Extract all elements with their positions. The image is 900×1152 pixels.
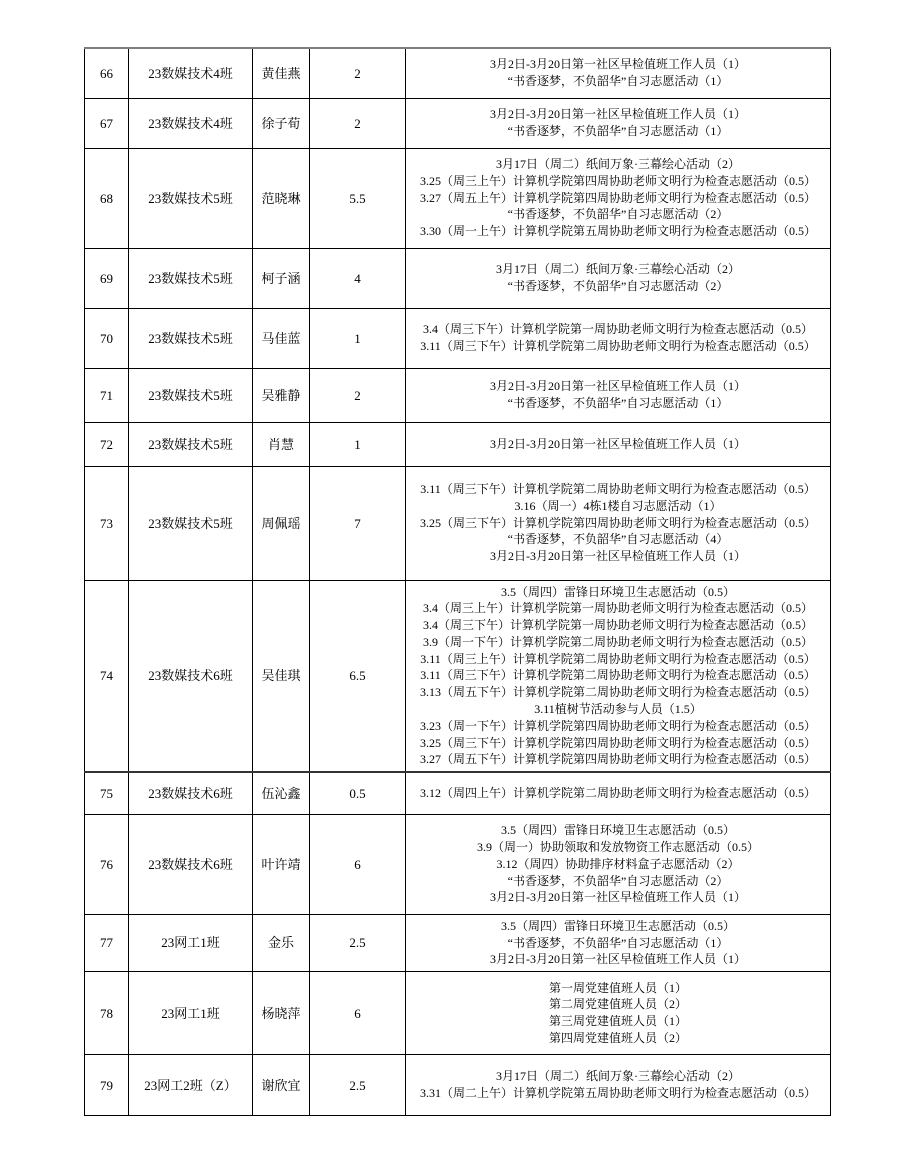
activities-cell xyxy=(406,1055,831,1116)
hours-cell: 2 xyxy=(310,98,406,148)
name-cell: 吴佳琪 xyxy=(253,580,310,772)
activities-cell xyxy=(406,148,831,248)
table-body xyxy=(85,48,831,1116)
activity-line: 3.12（周四）协助排序材料盒子志愿活动（2） xyxy=(496,856,740,871)
name-cell: 柯子涵 xyxy=(253,248,310,308)
activity-line: 3月17日（周二）纸间万象·三幕绘心活动（2） xyxy=(496,1069,740,1084)
table-row xyxy=(85,48,831,98)
class-cell: 23数媒技术4班 xyxy=(129,98,253,148)
hours-cell: 7 xyxy=(310,466,406,580)
activities-cell xyxy=(406,814,831,914)
activity-line: 3月2日-3月20日第一社区早检值班工作人员（1） xyxy=(490,549,746,564)
table-row xyxy=(85,148,831,248)
name-cell: 周佩瑶 xyxy=(253,466,310,580)
name-cell: 杨晓萍 xyxy=(253,972,310,1055)
class-cell: 23数媒技术5班 xyxy=(129,422,253,466)
hours-cell: 0.5 xyxy=(310,772,406,814)
activity-line: 3月2日-3月20日第一社区早检值班工作人员（1） xyxy=(490,890,746,905)
row-number-cell: 68 xyxy=(85,148,129,248)
activities-cell xyxy=(406,772,831,814)
class-cell: 23数媒技术5班 xyxy=(129,148,253,248)
activity-line: 3.11植树节活动参与人员（1.5） xyxy=(534,702,702,717)
activity-line: 3月2日-3月20日第一社区早检值班工作人员（1） xyxy=(490,436,746,451)
activities-cell xyxy=(406,972,831,1055)
activity-line: 3.16（周一）4栋1楼自习志愿活动（1） xyxy=(514,498,722,513)
activity-line: 3.11（周三下午）计算机学院第二周协助老师文明行为检查志愿活动（0.5） xyxy=(420,482,816,496)
table-row xyxy=(85,814,831,914)
name-cell: 肖慧 xyxy=(253,422,310,466)
activity-line: 第四周党建值班人员（2） xyxy=(548,1030,687,1045)
activities-cell xyxy=(406,914,831,971)
table-row xyxy=(85,248,831,308)
row-number-cell: 74 xyxy=(85,580,129,772)
activity-line: 第二周党建值班人员（2） xyxy=(548,997,687,1012)
activities-cell xyxy=(406,580,831,772)
hours-cell: 5.5 xyxy=(310,148,406,248)
class-cell: 23数媒技术5班 xyxy=(129,248,253,308)
activity-line: 3.11（周三上午）计算机学院第二周协助老师文明行为检查志愿活动（0.5） xyxy=(420,651,816,666)
activities-cell xyxy=(406,248,831,308)
activity-line: 3月2日-3月20日第一社区早检值班工作人员（1） xyxy=(490,107,746,122)
row-number-cell: 75 xyxy=(85,772,129,814)
name-cell: 金乐 xyxy=(253,914,310,971)
row-number-cell: 71 xyxy=(85,368,129,422)
class-cell: 23数媒技术4班 xyxy=(129,48,253,98)
row-number-cell: 78 xyxy=(85,972,129,1055)
activity-line: 3月2日-3月20日第一社区早检值班工作人员（1） xyxy=(490,57,746,72)
hours-cell: 6 xyxy=(310,814,406,914)
class-cell: 23网工2班（Z） xyxy=(129,1055,253,1116)
activity-line: 3.5（周四）雷锋日环境卫生志愿活动（0.5） xyxy=(500,584,735,599)
name-cell: 徐子荀 xyxy=(253,98,310,148)
name-cell: 叶许靖 xyxy=(253,814,310,914)
activity-line: 3.30（周一上午）计算机学院第五周协助老师文明行为检查志愿活动（0.5） xyxy=(419,224,816,239)
activity-line: 3月2日-3月20日第一社区早检值班工作人员（1） xyxy=(490,952,746,967)
table-row xyxy=(85,1055,831,1116)
table-row xyxy=(85,422,831,466)
activity-line: “书香逐梦，不负韶华”自习志愿活动（4） xyxy=(507,532,729,547)
activity-line: 3.27（周五上午）计算机学院第四周协助老师文明行为检查志愿活动（0.5） xyxy=(419,190,816,205)
hours-cell: 2.5 xyxy=(310,914,406,971)
hours-cell: 6 xyxy=(310,972,406,1055)
class-cell: 23数媒技术6班 xyxy=(129,580,253,772)
activity-line: 第三周党建值班人员（1） xyxy=(548,1014,687,1029)
activity-line: 3月17日（周二）纸间万象·三幕绘心活动（2） xyxy=(496,262,740,277)
activity-line: “书香逐梦，不负韶华”自习志愿活动（1） xyxy=(507,935,729,950)
activities-cell xyxy=(406,466,831,580)
hours-cell: 1 xyxy=(310,308,406,368)
activity-line: 3.9（周一下午）计算机学院第二周协助老师文明行为检查志愿活动（0.5） xyxy=(422,634,813,649)
activities-cell xyxy=(406,308,831,368)
class-cell: 23网工1班 xyxy=(129,914,253,971)
table-row xyxy=(85,308,831,368)
class-cell: 23数媒技术5班 xyxy=(129,368,253,422)
table-row xyxy=(85,914,831,971)
class-cell: 23数媒技术6班 xyxy=(129,772,253,814)
table-row xyxy=(85,580,831,772)
activity-line: 3.4（周三上午）计算机学院第一周协助老师文明行为检查志愿活动（0.5） xyxy=(422,601,813,616)
row-number-cell: 70 xyxy=(85,308,129,368)
hours-cell: 1 xyxy=(310,422,406,466)
activity-line: “书香逐梦，不负韶华”自习志愿活动（1） xyxy=(507,74,729,89)
activity-line: 3.4（周三下午）计算机学院第一周协助老师文明行为检查志愿活动（0.5） xyxy=(422,618,813,633)
table-row xyxy=(85,466,831,580)
hours-cell: 2.5 xyxy=(310,1055,406,1116)
name-cell: 伍沁鑫 xyxy=(253,772,310,814)
row-number-cell: 77 xyxy=(85,914,129,971)
activity-line: “书香逐梦，不负韶华”自习志愿活动（2） xyxy=(507,873,729,888)
table-row xyxy=(85,368,831,422)
name-cell: 黄佳燕 xyxy=(253,48,310,98)
activity-line: “书香逐梦，不负韶华”自习志愿活动（2） xyxy=(507,279,729,293)
activities-cell xyxy=(406,48,831,98)
row-number-cell: 76 xyxy=(85,814,129,914)
activity-line: 3.12（周四上午）计算机学院第二周协助老师文明行为检查志愿活动（0.5） xyxy=(419,786,816,801)
class-cell: 23数媒技术5班 xyxy=(129,308,253,368)
hours-cell: 2 xyxy=(310,48,406,98)
activity-line: 3.25（周三下午）计算机学院第四周协助老师文明行为检查志愿活动（0.5） xyxy=(419,735,816,750)
name-cell: 马佳蓝 xyxy=(253,308,310,368)
hours-cell: 6.5 xyxy=(310,580,406,772)
activity-line: 3.27（周五下午）计算机学院第四周协助老师文明行为检查志愿活动（0.5） xyxy=(419,752,816,767)
activity-line: 3.11（周三下午）计算机学院第二周协助老师文明行为检查志愿活动（0.5） xyxy=(420,668,816,683)
row-number-cell: 73 xyxy=(85,466,129,580)
class-cell: 23网工1班 xyxy=(129,972,253,1055)
activities-cell xyxy=(406,98,831,148)
row-number-cell: 79 xyxy=(85,1055,129,1116)
activity-line: 3.31（周二上午）计算机学院第五周协助老师文明行为检查志愿活动（0.5） xyxy=(419,1086,816,1101)
name-cell: 范晓琳 xyxy=(253,148,310,248)
table-row xyxy=(85,972,831,1055)
activity-line: 3月17日（周二）纸间万象·三幕绘心活动（2） xyxy=(496,157,740,171)
row-number-cell: 72 xyxy=(85,422,129,466)
name-cell: 吴雅静 xyxy=(253,368,310,422)
table-row xyxy=(85,772,831,814)
class-cell: 23数媒技术6班 xyxy=(129,814,253,914)
row-number-cell: 69 xyxy=(85,248,129,308)
activity-line: 3月2日-3月20日第一社区早检值班工作人员（1） xyxy=(490,379,746,394)
row-number-cell: 66 xyxy=(85,48,129,98)
activity-line: 3.13（周五下午）计算机学院第二周协助老师文明行为检查志愿活动（0.5） xyxy=(419,685,816,700)
class-cell: 23数媒技术5班 xyxy=(129,466,253,580)
hours-cell: 4 xyxy=(310,248,406,308)
name-cell: 谢欣宜 xyxy=(253,1055,310,1116)
activity-line: 3.4（周三下午）计算机学院第一周协助老师文明行为检查志愿活动（0.5） xyxy=(422,322,813,337)
activities-cell xyxy=(406,422,831,466)
activity-line: 第一周党建值班人员（1） xyxy=(548,980,687,995)
activity-line: “书香逐梦，不负韶华”自习志愿活动（2） xyxy=(507,207,729,222)
activity-line: 3.11（周三下午）计算机学院第二周协助老师文明行为检查志愿活动（0.5） xyxy=(420,339,816,353)
activity-line: 3.5（周四）雷锋日环境卫生志愿活动（0.5） xyxy=(500,823,735,838)
activity-line: 3.25（周三下午）计算机学院第四周协助老师文明行为检查志愿活动（0.5） xyxy=(419,515,816,530)
activity-line: 3.23（周一下午）计算机学院第四周协助老师文明行为检查志愿活动（0.5） xyxy=(419,718,816,733)
activity-line: 3.25（周三上午）计算机学院第四周协助老师文明行为检查志愿活动（0.5） xyxy=(419,173,816,188)
activities-cell xyxy=(406,368,831,422)
activity-line: 3.9（周一）协助领取和发放物资工作志愿活动（0.5） xyxy=(476,840,759,855)
volunteer-hours-table xyxy=(84,47,831,1116)
activity-line: “书香逐梦，不负韶华”自习志愿活动（1） xyxy=(507,124,729,138)
table-row xyxy=(85,98,831,148)
activity-line: “书香逐梦，不负韶华”自习志愿活动（1） xyxy=(507,396,729,410)
row-number-cell: 67 xyxy=(85,98,129,148)
activity-line: 3.5（周四）雷锋日环境卫生志愿活动（0.5） xyxy=(500,918,735,933)
hours-cell: 2 xyxy=(310,368,406,422)
